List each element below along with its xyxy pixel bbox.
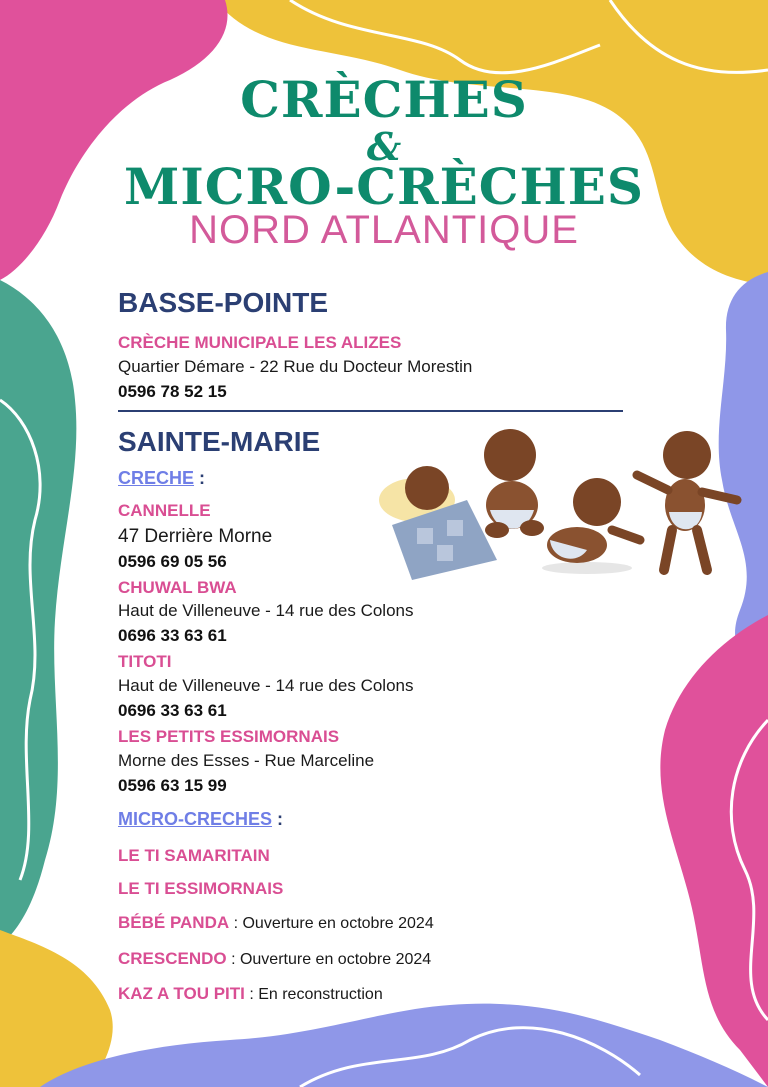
micro-creche-item bbox=[118, 984, 383, 1004]
standing-baby-icon bbox=[637, 431, 737, 570]
sleeping-baby-icon bbox=[379, 466, 497, 580]
creche-label: CRECHE bbox=[118, 468, 195, 488]
title-ampersand: & bbox=[366, 124, 402, 169]
micro-creche-name: LE TI ESSIMORNAIS bbox=[118, 879, 284, 898]
creche-phone: 0596 78 52 15 bbox=[118, 382, 227, 401]
micro-creche-item bbox=[118, 913, 434, 933]
creche-name: TITOTI bbox=[118, 652, 172, 671]
subtitle-nord-atlantique: NORD ATLANTIQUE bbox=[189, 208, 579, 252]
creche-name: CHUWAL BWA bbox=[118, 578, 237, 597]
title-micro-creches: MICRO-CRÈCHES bbox=[124, 157, 644, 216]
creche-address: Quartier Démare - 22 Rue du Docteur Morestin bbox=[118, 357, 473, 376]
micro-creche-item bbox=[118, 846, 270, 866]
creche-address: Haut de Villeneuve - 14 rue des Colons bbox=[118, 676, 414, 695]
micro-creche-note: : En reconstruction bbox=[244, 986, 383, 1003]
micro-creche-item bbox=[118, 949, 431, 969]
creche-address: 47 Derrière Morne bbox=[118, 526, 273, 547]
creche-address: Morne des Esses - Rue Marceline bbox=[118, 751, 375, 770]
creche-phone: 0596 63 15 99 bbox=[118, 776, 227, 795]
micro-creche-name: BÉBÉ PANDA bbox=[118, 913, 230, 932]
micro-creche-name: LE TI SAMARITAIN bbox=[118, 846, 270, 865]
creche-address: Haut de Villeneuve - 14 rue des Colons bbox=[118, 601, 414, 620]
creche-name: LES PETITS ESSIMORNAIS bbox=[118, 727, 340, 746]
micro-creche-name: CRESCENDO bbox=[118, 949, 227, 968]
city-sainte-marie: SAINTE-MARIE bbox=[118, 426, 321, 457]
micro-label: MICRO-CRECHES bbox=[118, 809, 273, 829]
creche-name: CANNELLE bbox=[118, 501, 211, 520]
micro-creche-item bbox=[118, 879, 283, 899]
creche-phone: 0596 69 05 56 bbox=[118, 552, 227, 571]
micro-creche-note: : Ouverture en octobre 2024 bbox=[229, 915, 434, 932]
title-creches: CRÈCHES bbox=[240, 70, 528, 129]
sitting-baby-icon bbox=[484, 429, 544, 538]
creche-colon: : bbox=[194, 468, 206, 488]
micro-creche-note: : Ouverture en octobre 2024 bbox=[226, 951, 432, 968]
creche-name: CRÈCHE MUNICIPALE LES ALIZES bbox=[118, 333, 402, 352]
micro-colon: : bbox=[272, 809, 284, 829]
section-micro-creches-label bbox=[118, 809, 283, 830]
section-divider bbox=[118, 410, 623, 412]
crawling-baby-icon bbox=[542, 478, 640, 574]
section-creche-label bbox=[118, 468, 205, 489]
city-basse-pointe: BASSE-POINTE bbox=[118, 287, 329, 318]
creche-phone: 0696 33 63 61 bbox=[118, 701, 227, 720]
babies-illustration bbox=[372, 420, 752, 590]
creche-phone: 0696 33 63 61 bbox=[118, 626, 227, 645]
micro-creche-name: KAZ A TOU PITI bbox=[118, 984, 245, 1003]
